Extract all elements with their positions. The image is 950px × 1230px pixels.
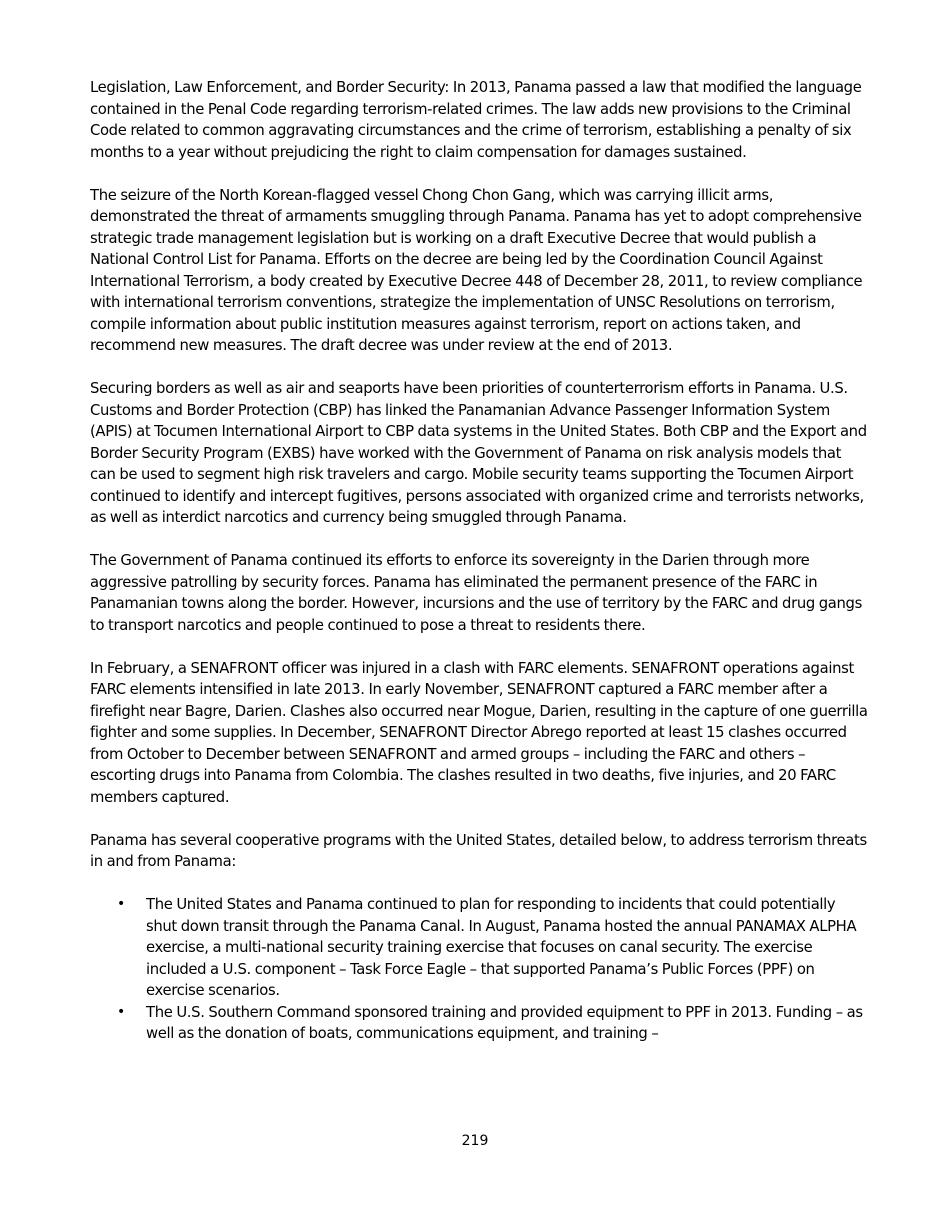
bullet-icon: • — [117, 896, 125, 912]
paragraph-cooperative-programs: Panama has several cooperative programs with the United States, detailed below, to address terrorism threats in and from Panama: — [90, 831, 867, 870]
cooperative-programs-list — [90, 894, 870, 1045]
document-body — [90, 77, 870, 1045]
paragraph-senafront-clashes: In February, a SENAFRONT officer was injured in a clash with FARC elements. SENAFRONT operations against FARC elements intensified in late 2013. In early November, SENAFRONT captured a FARC member after a firefight near Bagre, Darien. Clashes also occurred near Mogue, Darien, resulting in the capture of one guerrilla fighter and some supplies. In December, SENAFRONT Director Abrego reported at least 15 clashes occurred from October to December between SENAFRONT and armed groups – including the FARC and others – escorting drugs into Panama from Colombia. The clashes resulted in two deaths, five injuries, and 20 FARC members captured. — [90, 659, 868, 806]
paragraph-darien-sovereignty: The Government of Panama continued its efforts to enforce its sovereignty in the Darien through more aggressive patrolling by security forces. Panama has eliminated the permanent presence of the FARC in Panamanian towns along the border. However, incursions and the use of territory by the FARC and drug gangs to transport narcotics and people continued to pose a threat to residents there. — [90, 552, 862, 634]
bullet-icon: • — [117, 1003, 125, 1020]
paragraph-vessel-seizure: The seizure of the North Korean-flagged vessel Chong Chon Gang, which was carrying illicit arms, demonstrated the threat of armaments smuggling through Panama. Panama has yet to adopt comprehensive strategic trade management legislation but is working on a draft Executive Decree that would publish a National Control List for Panama. Efforts on the decree are being led by the Coordination Council Against International Terrorism, a body created by Executive Decree 448 of December 28, 2011, to review compliance with international terrorism conventions, strategize the implementation of UNSC Resolutions on terrorism, compile information about public institution measures against terrorism, report on actions taken, and recommend new measures. The draft decree was under review at the end of 2013. — [90, 186, 863, 354]
list-item-text: The U.S. Southern Command sponsored training and provided equipment to PPF in 2013. Funding – as well as the donation of boats, communications equipment, and training – — [146, 1003, 863, 1042]
page-number: 219 — [461, 1133, 489, 1149]
list-item — [90, 1002, 870, 1045]
list-item — [90, 894, 870, 1002]
paragraph-legislation: Legislation, Law Enforcement, and Border Security: In 2013, Panama passed a law that modified the language contained in the Penal Code regarding terrorism-related crimes. The law adds new provisions to the Criminal Code related to common aggravating circumstances and the crime of terrorism, establishing a penalty of six months to a year without prejudicing the right to claim compensation for damages sustained. — [90, 79, 862, 161]
list-item-text: The United States and Panama continued to plan for responding to incidents that could potentially shut down transit through the Panama Canal. In August, Panama hosted the annual PANAMAX ALPHA exercise, a multi-national security training exercise that focuses on canal security. The exercise included a U.S. component – Task Force Eagle – that supported Panama’s Public Forces (PPF) on exercise scenarios. — [146, 896, 857, 999]
paragraph-border-security: Securing borders as well as air and seaports have been priorities of counterterrorism efforts in Panama. U.S. Customs and Border Protection (CBP) has linked the Panamanian Advance Passenger Information System (APIS) at Tocumen International Airport to CBP data systems in the United States. Both CBP and the Export and Border Security Program (EXBS) have worked with the Government of Panama on risk analysis models that can be used to segment high risk travelers and cargo. Mobile security teams supporting the Tocumen Airport continued to identify and intercept fugitives, persons associated with organized crime and terrorists networks, as well as interdict narcotics and currency being smuggled through Panama. — [90, 380, 867, 526]
